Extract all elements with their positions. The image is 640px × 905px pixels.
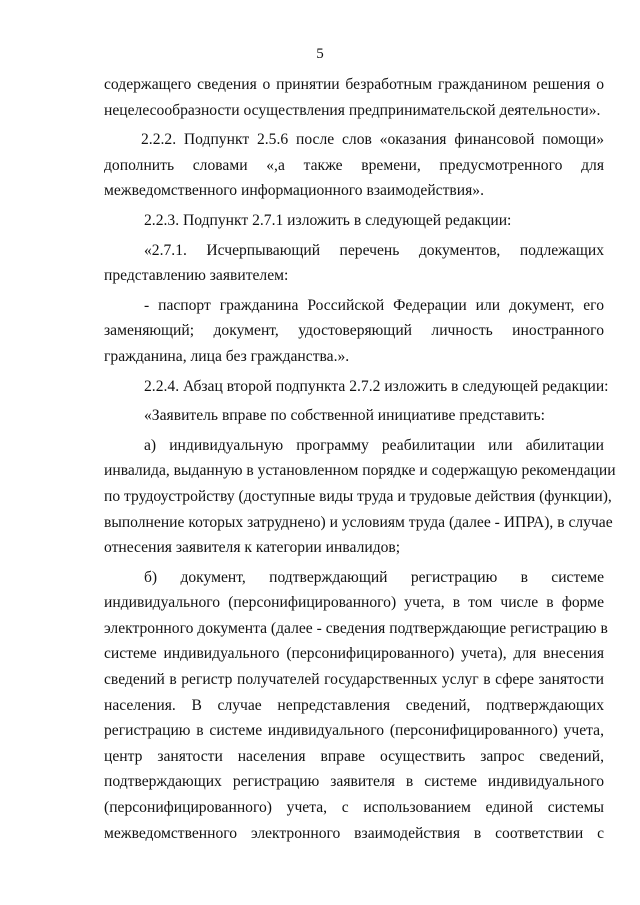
text-line: содержащего сведения о принятии безработным гражданином решения о <box>104 76 604 93</box>
text-line: нецелесообразности осуществления предпринимательской деятельности». <box>104 101 601 119</box>
text-line: «Заявитель вправе по собственной инициативе представить: <box>144 407 545 425</box>
text-line: отнесения заявителя к категории инвалидов; <box>104 539 401 557</box>
text-line: регистрацию в системе индивидуального (персонифицированного) учета, <box>104 722 604 740</box>
document-body <box>104 72 616 846</box>
text-line: выполнение которых затруднено) и условиям труда (далее - ИПРА), в случае <box>104 513 613 531</box>
text-line: 2.2.3. Подпункт 2.7.1 изложить в следующей редакции: <box>144 211 512 229</box>
paragraph-continuation <box>104 72 604 123</box>
text-line: дополнить словами «,а также времени, предусмотренного для <box>104 156 604 174</box>
text-line: электронного документа (далее - сведения подтверждающие регистрацию в <box>104 619 608 637</box>
text-line: гражданина, лица без гражданства.». <box>104 347 350 365</box>
text-line: инвалида, выданную в установленном порядке и содержащую рекомендации <box>104 462 616 480</box>
text-line: (персонифицированного) учета, с использованием единой системы <box>104 799 604 817</box>
text-line: б) документ, подтверждающий регистрацию в системе <box>144 568 604 586</box>
paragraph-applicant <box>104 403 604 429</box>
paragraph-passport <box>104 293 604 370</box>
text-line: подтверждающих регистрацию заявителя в системе индивидуального <box>104 773 604 791</box>
paragraph-item-a <box>104 433 616 561</box>
paragraph-2-2-3 <box>104 208 604 234</box>
text-line: индивидуального (персонифицированного) учета, в том числе в форме <box>104 594 604 612</box>
page-number: 5 <box>316 46 324 62</box>
paragraph-2-2-2 <box>104 127 604 204</box>
paragraph-item-b <box>104 565 608 847</box>
text-line: 2.2.4. Абзац второй подпункта 2.7.2 изложить в следующей редакции: <box>144 377 609 395</box>
text-line: межведомственного электронного взаимодействия в соответствии с <box>104 824 604 842</box>
text-line: сведений в регистр получателей государственных услуг в сфере занятости <box>104 671 604 689</box>
paragraph-2-2-4 <box>104 374 609 400</box>
text-line: представлению заявителем: <box>104 267 289 285</box>
text-line: системе индивидуального (персонифицированного) учета), для внесения <box>104 645 604 663</box>
text-line: а) индивидуальную программу реабилитации или абилитации <box>144 436 604 454</box>
text-line: центр занятости населения вправе осуществить запрос сведений, <box>104 747 604 765</box>
text-line: по трудоустройству (доступные виды труда и трудовые действия (функции), <box>104 487 612 505</box>
text-line: межведомственного информационного взаимодействия». <box>104 182 484 200</box>
text-line: заменяющий; документ, удостоверяющий личность иностранного <box>104 322 604 340</box>
paragraph-2-7-1 <box>104 238 604 289</box>
text-line: населения. В случае непредставления сведений, подтверждающих <box>104 696 604 714</box>
text-line: 2.2.2. Подпункт 2.5.6 после слов «оказания финансовой помощи» <box>141 131 604 149</box>
text-line: «2.7.1. Исчерпывающий перечень документов, подлежащих <box>144 241 604 259</box>
text-line: - паспорт гражданина Российской Федерации или документ, его <box>144 296 604 314</box>
